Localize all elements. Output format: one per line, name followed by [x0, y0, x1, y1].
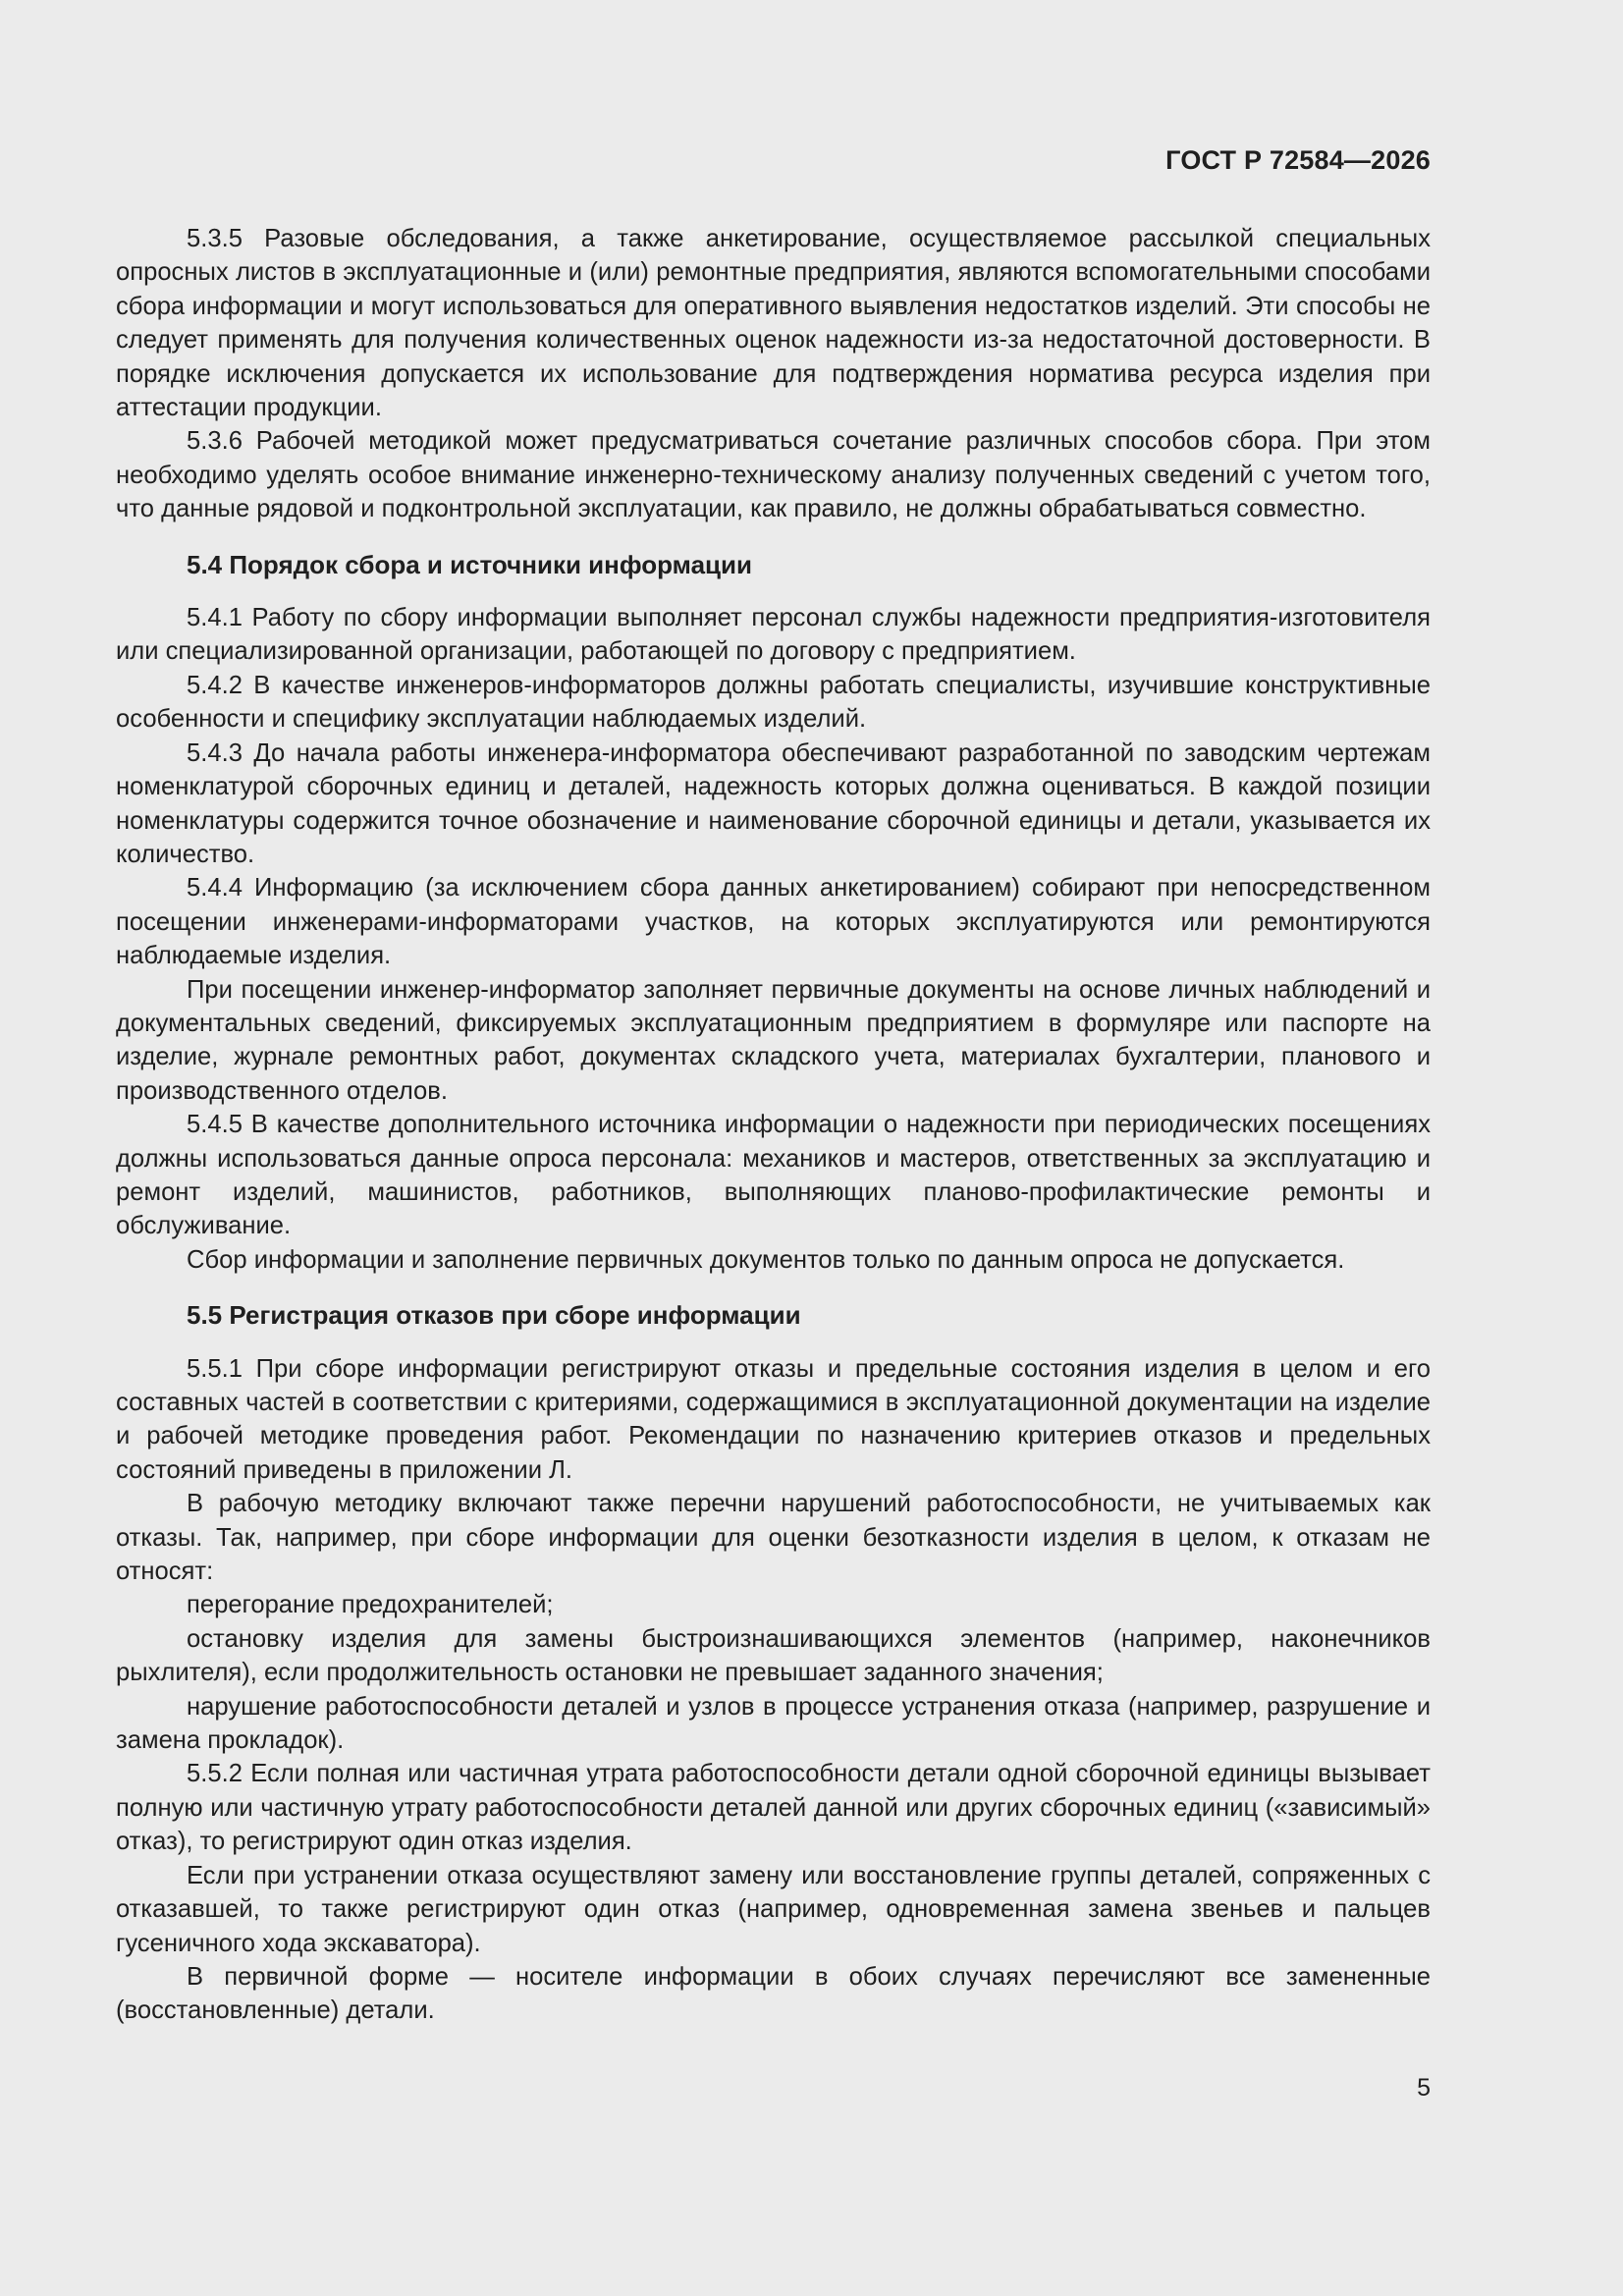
paragraph-5-5-1-continuation: В рабочую методику включают также перечни нарушений работоспособности, не учитываемых как отказы. Так, например, при сборе информации для оценки безотказности изделия в целом, к отказам не относят: [116, 1490, 1431, 1586]
section-heading-5-5: 5.5 Регистрация отказов при сборе информации [187, 1300, 801, 1331]
list-item: нарушение работоспособности деталей и узлов в процессе устранения отказа (например, разрушение и замена прокладок). [116, 1692, 1431, 1755]
paragraph-5-3-5: 5.3.5 Разовые обследования, а также анкетирование, осуществляемое рассылкой специальных опросных листов в эксплуатационные и (или) ремонтные предприятия, являются вспомогательными способами сбора информации и могут использоваться для оперативного выявления недостатков изделий. Эти способы не следует применять для получения количественных оценок надежности из-за недостаточной достоверности. В порядке исключения допускается их использование для подтверждения норматива ресурса изделия при аттестации продукции. [116, 225, 1431, 422]
paragraph-5-3-6: 5.3.6 Рабочей методикой может предусматриваться сочетание различных способов сбора. При этом необходимо уделять особое внимание инженерно-техническому анализу полученных сведений с учетом того, что данные рядовой и подконтрольной эксплуатации, как правило, не должны обрабатываться совместно. [116, 427, 1431, 523]
paragraph-5-4-3: 5.4.3 До начала работы инженера-информатора обеспечивают разработанной по заводским чертежам номенклатурой сборочных единиц и деталей, надежность которых должна оцениваться. В каждой позиции номенклатуры содержится точное обозначение и наименование сборочной единицы и детали, указывается их количество. [116, 738, 1431, 868]
paragraph-5-4-5-continuation: Сбор информации и заполнение первичных документов только по данным опроса не допускается. [187, 1245, 1345, 1274]
standard-code-header: ГОСТ Р 72584—2026 [1165, 145, 1431, 175]
paragraph-5-5-2-continuation: Если при устранении отказа осуществляют замену или восстановление группы деталей, сопряженных с отказавшей, то также регистрируют один отказ (например, одновременная замена звеньев и пальцев гусеничного хода экскаватора). [116, 1861, 1431, 1957]
paragraph-5-5-2-continuation-2: В первичной форме — носителе информации в обоих случаях перечисляют все замененные (восстановленные) детали. [116, 1962, 1431, 2025]
section-heading-5-4: 5.4 Порядок сбора и источники информации [187, 549, 752, 579]
list-item: остановку изделия для замены быстроизнашивающихся элементов (например, наконечников рыхлителя), если продолжительность остановки не превышает заданного значения; [116, 1624, 1431, 1687]
page-number: 5 [1417, 2074, 1431, 2102]
paragraph-5-5-1: 5.5.1 При сборе информации регистрируют отказы и предельные состояния изделия в целом и его составных частей в соответствии с критериями, содержащимися в эксплуатационной документации на изделие и рабочей методике проведения работ. Рекомендации по назначению критериев отказов и предельных состояний приведены в приложении Л. [116, 1354, 1431, 1484]
document-body [116, 222, 1431, 2028]
paragraph-5-4-4-continuation: При посещении инженер-информатор заполняет первичные документы на основе личных наблюдений и документальных сведений, фиксируемых эксплуатационным предприятием в формуляре или паспорте на изделие, журнале ремонтных работ, документах складского учета, материалах бухгалтерии, планового и производственного отделов. [116, 975, 1431, 1105]
paragraph-5-5-2: 5.5.2 Если полная или частичная утрата работоспособности детали одной сборочной единицы вызывает полную или частичную утрату работоспособности деталей данной или других сборочных единиц («зависимый» отказ), то регистрируют один отказ изделия. [116, 1760, 1431, 1856]
paragraph-5-4-1: 5.4.1 Работу по сбору информации выполняет персонал службы надежности предприятия-изготовителя или специализированной организации, работающей по договору с предприятием. [116, 604, 1431, 666]
paragraph-5-4-2: 5.4.2 В качестве инженеров-информаторов должны работать специалисты, изучившие конструктивные особенности и специфику эксплуатации наблюдаемых изделий. [116, 671, 1431, 734]
paragraph-5-4-5: 5.4.5 В качестве дополнительного источника информации о надежности при периодических посещениях должны использоваться данные опроса персонала: механиков и мастеров, ответственных за эксплуатацию и ремонт изделий, машинистов, работников, выполняющих планово-профилактические ремонты и обслуживание. [116, 1111, 1431, 1240]
list-item: перегорание предохранителей; [187, 1591, 554, 1619]
paragraph-5-4-4: 5.4.4 Информацию (за исключением сбора данных анкетированием) собирают при непосредственном посещении инженерами-информаторами участков, на которых эксплуатируются или ремонтируются наблюдаемые изделия. [116, 874, 1431, 970]
